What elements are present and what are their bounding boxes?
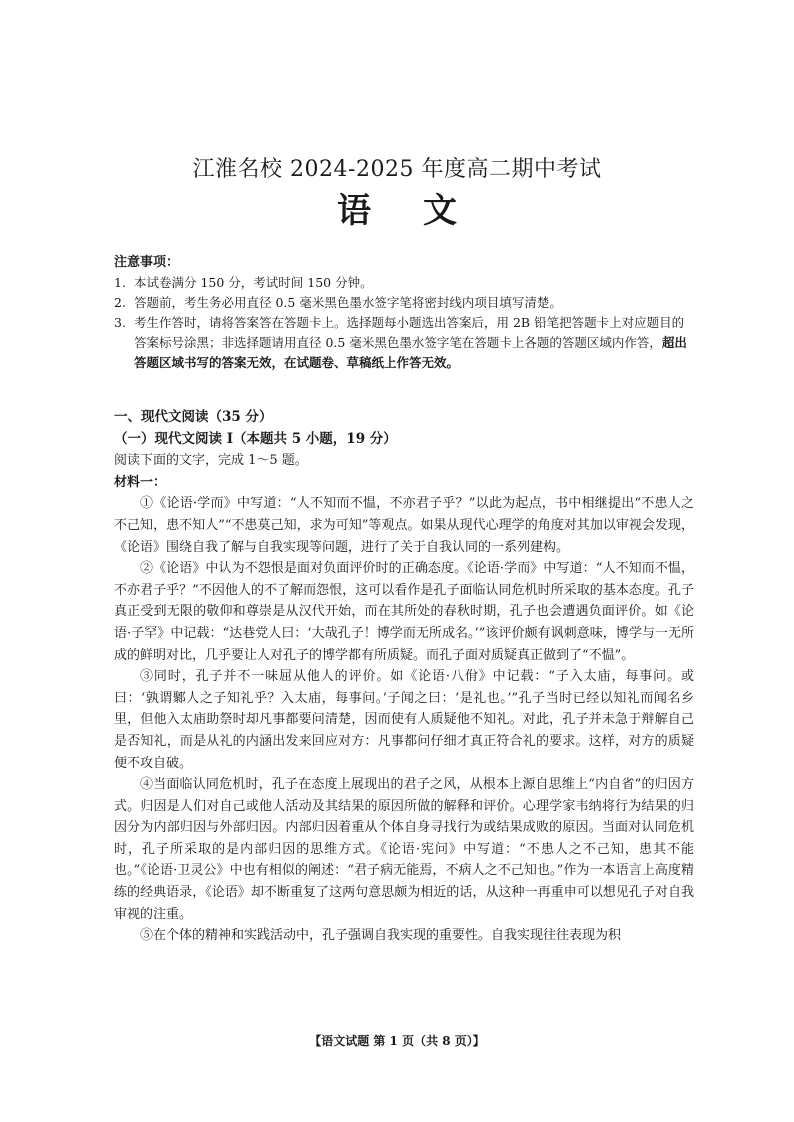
paragraph-3: ③同时，孔子并不一味屈从他人的评价。如《论语·八佾》中记载：“子入太庙，每事问。或曰：‘孰谓鄹人之子知礼乎？入太庙，每事问。’子闻之曰：‘是礼也。’”孔子当时已经以知礼而闻名乡里，但他入太庙助祭时却凡事都要问清楚，因而使有人质疑他不知礼。对此，孔子并未急于辩解自己是否知礼，而是从礼的内涵出发来回应对方：凡事都问仔细才真正符合礼的要求。这样，对方的质疑便不攻自破。	[114, 669, 694, 771]
note-number: 2.	[114, 295, 126, 310]
note-text: 本试卷满分 150 分，考试时间 150 分钟。	[134, 275, 373, 290]
note-text: 考生作答时，请将答案答在答题卡上。选择题每小题选出答案后，用 2B 铅笔把答题卡上对应题目的答案标号涂黑；非选择题请用直径 0.5 毫米黑色墨水签字笔在答题卡上各题的答题区域内作答，	[134, 315, 685, 350]
sub-section-heading: （一）现代文阅读 I（本题共 5 小题，19 分）	[114, 430, 397, 447]
paragraph-5: ⑤在个体的精神和实践活动中，孔子强调自我实现的重要性。自我实现往往表现为积	[140, 928, 622, 944]
note-number: 3.	[114, 315, 126, 330]
page-footer: 【语文试题 第 1 页（共 8 页）】	[309, 1034, 485, 1048]
reading-instruction: 阅读下面的文字，完成 1～5 题。	[114, 453, 308, 469]
note-text-wrap	[134, 313, 694, 373]
note-text: 答题前，考生务必用直径 0.5 毫米黑色墨水签字笔将密封线内项目填写清楚。	[134, 295, 562, 310]
note-item	[114, 293, 694, 313]
notes-block	[114, 253, 694, 373]
note-bold-text: 超出答题区域书写的答案无效，在试题卷、草稿纸上作答无效。	[134, 335, 687, 370]
note-number: 1.	[114, 275, 126, 290]
notes-heading: 注意事项：	[114, 255, 180, 270]
paragraph-1: ①《论语·学而》中写道：“人不知而不愠，不亦君子乎？”以此为起点，书中相继提出“不患人之不己知，患不知人”“不患莫己知，求为可知”等观点。如果从现代心理学的角度对其加以审视会发现，《论语》围绕自我了解与自我实现等问题，进行了关于自我认同的一系列建构。	[114, 496, 694, 555]
note-item	[114, 273, 694, 293]
note-item	[114, 313, 694, 373]
exam-title: 江淮名校 2024-2025 年度高二期中考试	[192, 157, 602, 182]
paragraph-4: ④当面临认同危机时，孔子在态度上展现出的君子之风，从根本上源自思维上“内自省”的归因方式。归因是人们对自己或他人活动及其结果的原因所做的解释和评价。心理学家韦纳将行为结果的归因分为内部归因与外部归因。内部归因着重从个体自身寻找行为或结果成败的原因。当面对认同危机时，孔子所采取的是内部归因的思维方式。《论语·宪问》中写道：“不患人之不己知，患其不能也。”《论语·卫灵公》中也有相似的阐述：“君子病无能焉，不病人之不己知也。”作为一本语言上高度精练的经典语录，《论语》却不断重复了这两句意思颇为相近的话，从这种一再重申可以想见孔子对自我审视的注重。	[114, 777, 694, 922]
paragraph-2: ②《论语》中认为不怨恨是面对负面评价时的正确态度。《论语·学而》中写道：“人不知而不愠，不亦君子乎？”不因他人的不了解而怨恨，这可以看作是孔子面临认同危机时所采取的基本态度。孔子真正受到无限的敬仰和尊崇是从汉代开始，而在其所处的春秋时期，孔子也会遭遇负面评价。如《论语·子罕》中记载：“达巷党人曰：‘大哉孔子！博学而无所成名。’”该评价颇有讽刺意味，博学与一无所成的鲜明对比，几乎要让人对孔子的博学都有所质疑。而孔子面对质疑真正做到了“不愠”。	[114, 561, 694, 663]
reading-section	[114, 407, 694, 947]
material-label: 材料一：	[114, 474, 167, 490]
section-heading: 一、现代文阅读（35 分）	[114, 409, 273, 425]
subject-title: 语文	[337, 191, 509, 231]
